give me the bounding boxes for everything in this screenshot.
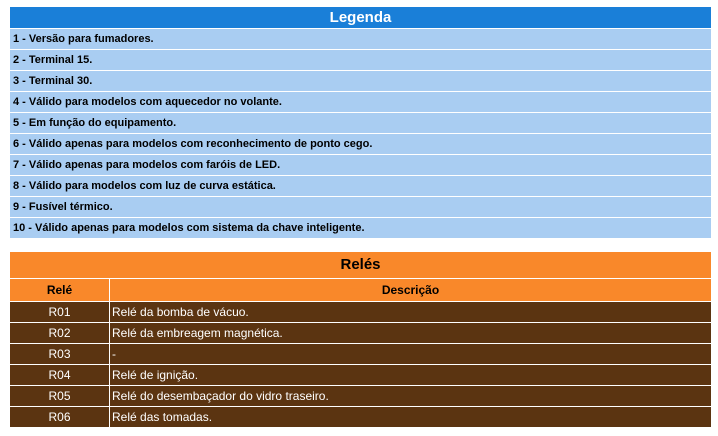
legend-table [10,7,711,239]
relay-code: R03 [10,344,110,364]
legend-item-10: 10 - Válido apenas para modelos com sistema da chave inteligente. [10,218,711,239]
relay-description: Relé do desembaçador do vidro traseiro. [112,389,329,403]
legend-item-5: 5 - Em função do equipamento. [10,113,711,134]
relay-code: R02 [10,323,110,343]
relay-code: R05 [10,386,110,406]
legend-item-2: 2 - Terminal 15. [10,50,711,71]
relay-description: Relé de ignição. [112,368,199,382]
table-row [10,302,711,323]
legend-item-7: 7 - Válido apenas para modelos com faróis de LED. [10,155,711,176]
relays-header-code: Relé [10,279,110,301]
relays-table [10,252,711,428]
legend-item-9: 9 - Fusível térmico. [10,197,711,218]
relays-title: Relés [10,252,711,279]
table-row [10,407,711,428]
relay-description: Relé da bomba de vácuo. [112,305,249,319]
relay-description: Relé das tomadas. [112,410,213,424]
legend-item-8: 8 - Válido para modelos com luz de curva estática. [10,176,711,197]
relay-description: - [112,347,116,361]
legend-item-1: 1 - Versão para fumadores. [10,29,711,50]
legend-item-3: 3 - Terminal 30. [10,71,711,92]
table-row [10,365,711,386]
relays-header-description: Descrição [381,283,440,297]
relay-code: R01 [10,302,110,322]
relay-description: Relé da embreagem magnética. [112,326,283,340]
relay-code: R04 [10,365,110,385]
legend-item-6: 6 - Válido apenas para modelos com reconhecimento de ponto cego. [10,134,711,155]
relay-code: R06 [10,407,110,427]
legend-title: Legenda [10,7,711,29]
table-row [10,323,711,344]
table-row [10,386,711,407]
table-row [10,344,711,365]
relays-header-row [10,279,711,302]
legend-item-4: 4 - Válido para modelos com aquecedor no volante. [10,92,711,113]
